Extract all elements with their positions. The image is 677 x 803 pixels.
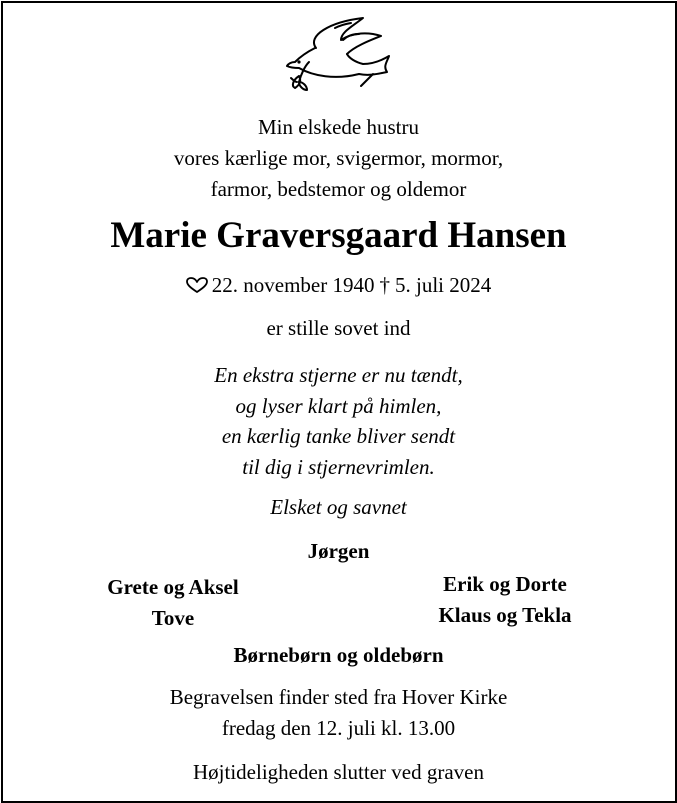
mourner-left-2: Tove bbox=[151, 606, 195, 630]
mourner-left-1: Grete og Aksel bbox=[107, 575, 239, 599]
loved-and-missed: Elsket og savnet bbox=[270, 495, 407, 519]
passed-away-text: er stille sovet ind bbox=[266, 316, 411, 340]
funeral-line-1: Begravelsen finder sted fra Hover Kirke bbox=[169, 685, 508, 709]
closing-text: Højtideligheden slutter ved graven bbox=[193, 760, 484, 784]
intro-line-1: Min elskede hustru bbox=[258, 115, 419, 139]
mourner-right-1: Erik og Dorte bbox=[443, 572, 567, 596]
death-date: 5. juli 2024 bbox=[394, 273, 492, 297]
funeral-info bbox=[0, 682, 677, 744]
life-dates bbox=[0, 270, 677, 300]
deceased-name: Marie Graversgaard Hansen bbox=[110, 215, 567, 256]
intro-line-2: vores kærlige mor, svigermor, mormor, bbox=[173, 146, 504, 170]
mourner-grandchildren: Børnebørn og oldebørn bbox=[233, 643, 444, 667]
intro-text bbox=[0, 112, 677, 205]
poem bbox=[0, 360, 677, 482]
poem-line-1: En ekstra stjerne er nu tændt, bbox=[214, 363, 463, 387]
dove-icon bbox=[283, 16, 393, 96]
mourner-right-2: Klaus og Tekla bbox=[438, 603, 572, 627]
death-symbol: † bbox=[379, 273, 390, 297]
mourners-left-column bbox=[58, 572, 288, 634]
intro-line-3: farmor, bedstemor og oldemor bbox=[210, 177, 467, 201]
poem-line-3: en kærlig tanke bliver sendt bbox=[221, 424, 456, 448]
funeral-line-2: fredag den 12. juli kl. 13.00 bbox=[221, 716, 456, 740]
poem-line-2: og lyser klart på himlen, bbox=[235, 393, 442, 418]
heart-icon bbox=[186, 277, 208, 293]
poem-line-4: til dig i stjernevrimlen. bbox=[242, 454, 435, 479]
mourner-spouse: Jørgen bbox=[307, 539, 370, 563]
mourners-right-column bbox=[390, 569, 620, 631]
birth-date: 22. november 1940 bbox=[211, 273, 375, 297]
